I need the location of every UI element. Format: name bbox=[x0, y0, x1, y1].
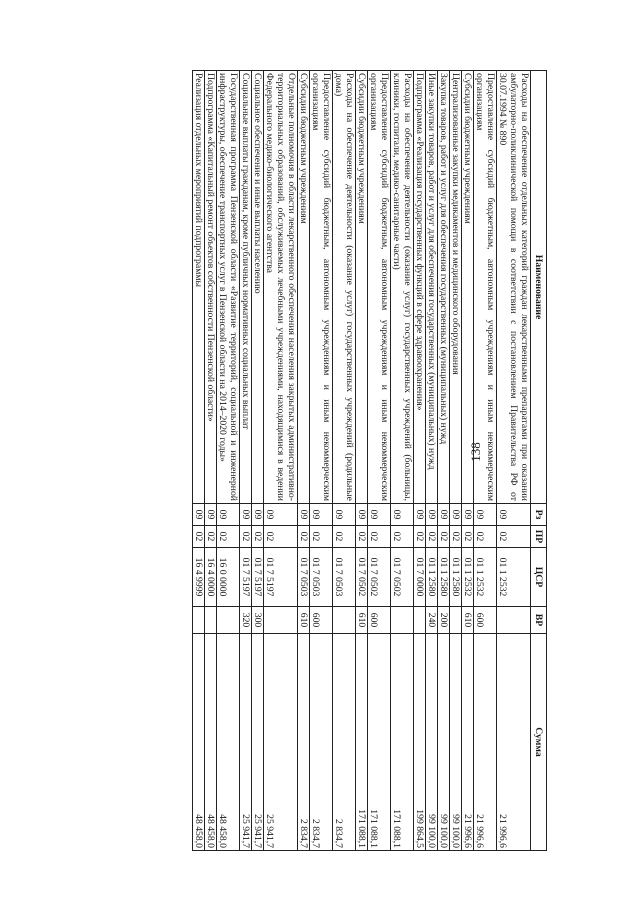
table-row bbox=[368, 71, 391, 851]
cell-csr: 01 7 5197 bbox=[264, 548, 298, 607]
cell-sum: 2 834,7 bbox=[310, 634, 333, 851]
header-rz: Рз bbox=[531, 504, 547, 526]
cell-pr: 02 bbox=[205, 526, 217, 548]
cell-pr: 02 bbox=[497, 526, 531, 548]
table-row bbox=[217, 71, 240, 851]
cell-name: Субсидии бюджетным учреждениям bbox=[462, 71, 474, 504]
cell-name: Подпрограмма «Реализация государственных функций в сфере здравоохранения» bbox=[414, 71, 426, 504]
cell-rz: 09 bbox=[298, 504, 310, 526]
cell-rz: 09 bbox=[240, 504, 252, 526]
cell-pr: 02 bbox=[462, 526, 474, 548]
cell-name: Государственная программа Пензенской области «Развитие территорий, социальной и инженерной инфраструктуры, обеспечение транспортных услуг в Пензенской области на 2014–2020 годы» bbox=[217, 71, 240, 504]
cell-sum: 48 458,0 bbox=[217, 634, 240, 851]
cell-name: Закупка товаров, работ и услуг для обеспечения государственных (муниципальных) нужд bbox=[438, 71, 450, 504]
cell-rz: 09 bbox=[193, 504, 205, 526]
cell-pr: 02 bbox=[252, 526, 264, 548]
cell-sum: 21 996,6 bbox=[462, 634, 474, 851]
cell-sum: 99 100,0 bbox=[450, 634, 462, 851]
cell-pr: 02 bbox=[298, 526, 310, 548]
cell-vr bbox=[193, 607, 205, 634]
cell-vr bbox=[391, 607, 414, 634]
table-row bbox=[356, 71, 368, 851]
cell-name: Реализация отдельных мероприятий подпрограммы bbox=[193, 71, 205, 504]
cell-vr bbox=[264, 607, 298, 634]
cell-rz: 09 bbox=[474, 504, 497, 526]
cell-rz: 09 bbox=[391, 504, 414, 526]
cell-vr: 600 bbox=[310, 607, 333, 634]
cell-rz: 09 bbox=[217, 504, 240, 526]
cell-sum: 25 941,7 bbox=[264, 634, 298, 851]
cell-rz: 09 bbox=[438, 504, 450, 526]
cell-pr: 02 bbox=[264, 526, 298, 548]
table-row bbox=[497, 71, 531, 851]
cell-pr: 02 bbox=[414, 526, 426, 548]
cell-rz: 09 bbox=[252, 504, 264, 526]
table-row bbox=[264, 71, 298, 851]
cell-sum: 25 941,7 bbox=[252, 634, 264, 851]
cell-csr: 01 7 0000 bbox=[414, 548, 426, 607]
cell-pr: 02 bbox=[333, 526, 356, 548]
header-pr: ПР bbox=[531, 526, 547, 548]
header-vr: ВР bbox=[531, 607, 547, 634]
cell-csr: 01 7 0502 bbox=[368, 548, 391, 607]
cell-csr: 01 7 0502 bbox=[391, 548, 414, 607]
cell-pr: 02 bbox=[450, 526, 462, 548]
table-row bbox=[438, 71, 450, 851]
cell-vr: 600 bbox=[474, 607, 497, 634]
cell-pr: 02 bbox=[356, 526, 368, 548]
header-csr: ЦСР bbox=[531, 548, 547, 607]
table-row bbox=[240, 71, 252, 851]
cell-pr: 02 bbox=[193, 526, 205, 548]
table-row bbox=[391, 71, 414, 851]
cell-rz: 09 bbox=[356, 504, 368, 526]
cell-pr: 02 bbox=[438, 526, 450, 548]
cell-sum: 48 458,0 bbox=[193, 634, 205, 851]
cell-vr bbox=[333, 607, 356, 634]
cell-sum: 21 996,6 bbox=[474, 634, 497, 851]
cell-sum: 48 458,0 bbox=[205, 634, 217, 851]
cell-csr: 01 1 2580 bbox=[450, 548, 462, 607]
table-row bbox=[414, 71, 426, 851]
table-row bbox=[333, 71, 356, 851]
cell-sum: 171 088,1 bbox=[391, 634, 414, 851]
cell-sum: 21 996,6 bbox=[497, 634, 531, 851]
cell-csr: 16 4 9999 bbox=[193, 548, 205, 607]
cell-vr: 600 bbox=[368, 607, 391, 634]
cell-name: Субсидии бюджетным учреждениям bbox=[298, 71, 310, 504]
cell-csr: 01 1 2532 bbox=[474, 548, 497, 607]
cell-vr bbox=[217, 607, 240, 634]
cell-pr: 02 bbox=[310, 526, 333, 548]
cell-csr: 01 7 0503 bbox=[333, 548, 356, 607]
table-row bbox=[252, 71, 264, 851]
table-row bbox=[426, 71, 438, 851]
cell-pr: 02 bbox=[240, 526, 252, 548]
cell-name: Предоставление субсидий бюджетным, автономным учреждениям и иным некоммерческим организациям bbox=[368, 71, 391, 504]
cell-name: Расходы на обеспечение деятельности (оказание услуг) государственных учреждений (родильные дома) bbox=[333, 71, 356, 504]
table-row bbox=[298, 71, 310, 851]
cell-rz: 09 bbox=[497, 504, 531, 526]
cell-sum: 2 834,7 bbox=[333, 634, 356, 851]
table-row bbox=[450, 71, 462, 851]
cell-vr: 610 bbox=[298, 607, 310, 634]
cell-vr: 200 bbox=[438, 607, 450, 634]
cell-vr bbox=[205, 607, 217, 634]
cell-csr: 01 1 2580 bbox=[426, 548, 438, 607]
cell-rz: 09 bbox=[426, 504, 438, 526]
cell-name: Субсидии бюджетным учреждениям bbox=[356, 71, 368, 504]
cell-rz: 09 bbox=[333, 504, 356, 526]
cell-rz: 09 bbox=[450, 504, 462, 526]
cell-csr: 01 7 0503 bbox=[298, 548, 310, 607]
table-row bbox=[310, 71, 333, 851]
cell-csr: 01 1 2532 bbox=[497, 548, 531, 607]
cell-pr: 02 bbox=[368, 526, 391, 548]
cell-sum: 171 088,1 bbox=[356, 634, 368, 851]
cell-pr: 02 bbox=[217, 526, 240, 548]
header-sum: Сумма bbox=[531, 634, 547, 851]
cell-csr: 01 7 5197 bbox=[240, 548, 252, 607]
cell-vr: 240 bbox=[426, 607, 438, 634]
table-row bbox=[462, 71, 474, 851]
cell-pr: 02 bbox=[391, 526, 414, 548]
header-name: Наименование bbox=[531, 71, 547, 504]
cell-csr: 01 7 0503 bbox=[310, 548, 333, 607]
cell-rz: 09 bbox=[368, 504, 391, 526]
cell-sum: 2 834,7 bbox=[298, 634, 310, 851]
cell-rz: 09 bbox=[264, 504, 298, 526]
cell-rz: 09 bbox=[205, 504, 217, 526]
table-header-row bbox=[531, 71, 547, 851]
cell-csr: 01 1 2532 bbox=[462, 548, 474, 607]
cell-vr bbox=[414, 607, 426, 634]
cell-csr: 16 4 0000 bbox=[205, 548, 217, 607]
cell-vr bbox=[497, 607, 531, 634]
cell-sum: 199 864,5 bbox=[414, 634, 426, 851]
cell-name: Иные закупки товаров, работ и услуг для обеспечения государственных (муниципальных) нужд bbox=[426, 71, 438, 504]
cell-vr: 610 bbox=[356, 607, 368, 634]
rotated-table-wrapper bbox=[87, 70, 547, 850]
cell-vr bbox=[450, 607, 462, 634]
cell-name: Предоставление субсидий бюджетным, автономным учреждениям и иным некоммерческим организациям bbox=[310, 71, 333, 504]
cell-sum: 171 088,1 bbox=[368, 634, 391, 851]
cell-rz: 09 bbox=[310, 504, 333, 526]
cell-csr: 01 7 5197 bbox=[252, 548, 264, 607]
table-row bbox=[193, 71, 205, 851]
cell-csr: 01 1 2580 bbox=[438, 548, 450, 607]
cell-vr: 610 bbox=[462, 607, 474, 634]
cell-vr: 300 bbox=[252, 607, 264, 634]
table-row bbox=[205, 71, 217, 851]
cell-csr: 01 7 0502 bbox=[356, 548, 368, 607]
cell-rz: 09 bbox=[414, 504, 426, 526]
cell-name: Расходы на обеспечение деятельности (оказание услуг) государственных учреждений (больницы, клиники, госпитали, медико-санитарные части) bbox=[391, 71, 414, 504]
cell-rz: 09 bbox=[462, 504, 474, 526]
cell-sum: 99 100,0 bbox=[426, 634, 438, 851]
cell-name: Социальное обеспечение и иные выплаты населению bbox=[252, 71, 264, 504]
cell-vr: 320 bbox=[240, 607, 252, 634]
cell-name: Предоставление субсидий бюджетным, автономным учреждениям и иным некоммерческим организациям bbox=[474, 71, 497, 504]
cell-name: Отдельные полномочия в области лекарственного обеспечения населения закрытых административно-территориальных образований, обслуживаемых лечебными учреждениями, находящимися в ведении Федерального медико-биологического агентства bbox=[264, 71, 298, 504]
cell-name: Централизованные закупки медикаментов и медицинского оборудования bbox=[450, 71, 462, 504]
cell-pr: 02 bbox=[474, 526, 497, 548]
table-row bbox=[474, 71, 497, 851]
page-number: 138 bbox=[468, 442, 483, 462]
cell-name: Подпрограмма «Капитальный ремонт объектов собственности Пензенской области» bbox=[205, 71, 217, 504]
cell-name: Расходы на обеспечение отдельных категорий граждан лекарственными препаратами при оказании амбулаторно-поликлинической помощи в соответствии с постановлением Правительства РФ от 30.07.1994 № 890 bbox=[497, 71, 531, 504]
cell-sum: 99 100,0 bbox=[438, 634, 450, 851]
budget-table bbox=[192, 70, 547, 851]
cell-name: Социальные выплаты гражданам, кроме публичных нормативных социальных выплат bbox=[240, 71, 252, 504]
cell-csr: 16 0 0000 bbox=[217, 548, 240, 607]
cell-sum: 25 941,7 bbox=[240, 634, 252, 851]
cell-pr: 02 bbox=[426, 526, 438, 548]
